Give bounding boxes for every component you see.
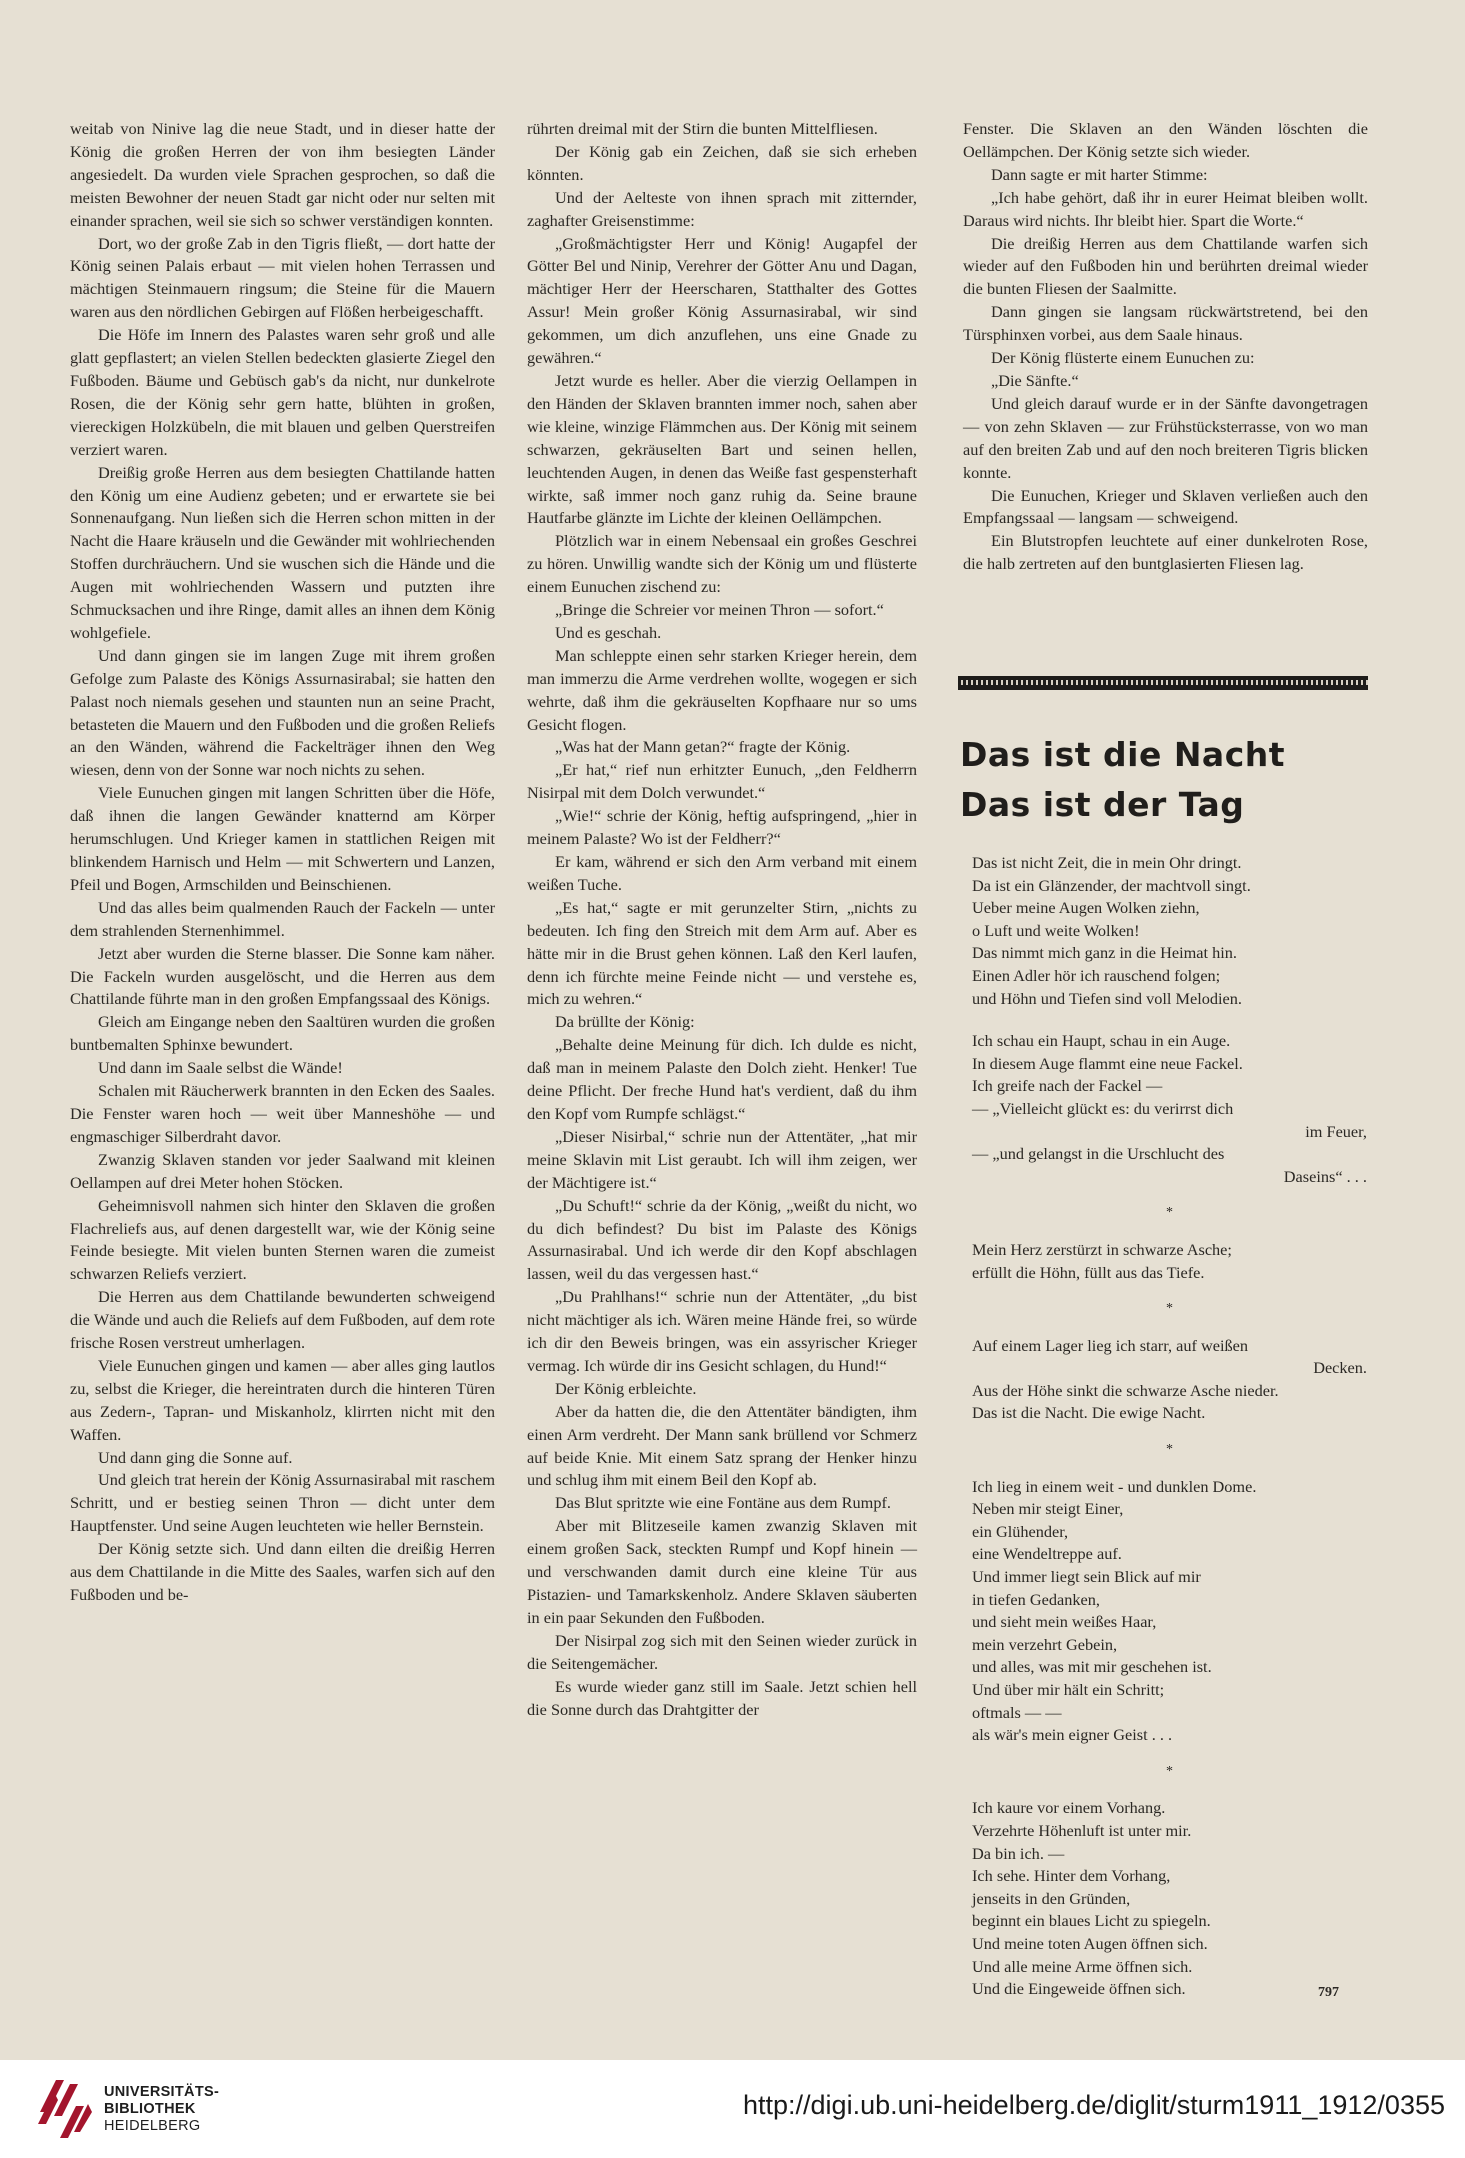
paragraph: Die Eunuchen, Krieger und Sklaven verließen auch den Empfangssaal — langsam — schweigend. xyxy=(963,485,1368,528)
paragraph: Und es geschah. xyxy=(555,622,662,642)
poem-line: Aus der Höhe sinkt die schwarze Asche nieder. xyxy=(972,1380,1279,1400)
source-url[interactable]: http://digi.ub.uni-heidelberg.de/diglit/sturm1911_1912/0355 xyxy=(743,2090,1445,2120)
paragraph: „Was hat der Mann getan?“ fragte der König. xyxy=(555,737,851,757)
section-star: * xyxy=(1166,1763,1173,1779)
poem-line: Ich greife nach der Fackel — xyxy=(972,1076,1163,1096)
paragraph: weitab von Ninive lag die neue Stadt, und in dieser hatte der König die großen Herren der von ihm besiegten Länder angesiedelt. Da wurden viele Sprachen gesprochen, so daß die meisten Bewohner der neuen Stadt gar nicht oder nur selten mit einander sprachen, weil sie sich so schwer verständigen konnten. xyxy=(70,119,495,230)
paragraph: „Die Sänfte.“ xyxy=(991,370,1079,390)
paragraph: Man schleppte einen sehr starken Krieger herein, dem man immerzu die Arme verdrehen wollte, wogegen er sich wehrte, daß ihm die gekräuselten Kopfhaare nur so ums Gesicht flogen. xyxy=(527,645,917,734)
paragraph: Die Herren aus dem Chattilande bewunderten schweigend die Wände und auch die Reliefs auf dem Fußboden, auf dem rote frische Rosen verstreut umherlagen. xyxy=(70,1287,495,1353)
paragraph: Plötzlich war in einem Nebensaal ein großes Geschrei zu hören. Unwillig wandte sich der König um und flüsterte einem Eunuchen zischend zu: xyxy=(527,531,917,597)
section-star: * xyxy=(1166,1442,1173,1458)
poem-line: — „Vielleicht glückt es: du verirrst dich xyxy=(972,1098,1234,1118)
poem-line: als wär's mein eigner Geist . . . xyxy=(972,1725,1173,1745)
text-column-right xyxy=(963,118,1368,653)
poem-line: Auf einem Lager lieg ich starr, auf weißen xyxy=(972,1335,1249,1355)
page-number: 797 xyxy=(1318,1985,1339,2000)
paragraph: Zwanzig Sklaven standen vor jeder Saalwand mit kleinen Oellampen auf drei Meter hohen Stöcken. xyxy=(70,1149,495,1192)
paragraph: Jetzt aber wurden die Sterne blasser. Die Sonne kam näher. Die Fackeln wurden ausgelöscht, und die Herren aus dem Chattilande führte man in den großen Empfangssaal des Königs. xyxy=(70,943,495,1009)
paragraph: Dort, wo der große Zab in den Tigris fließt, — dort hatte der König seinen Palais erbaut — mit vielen hohen Terrassen und mächtigen Steinmauern ringsum; die Steine für die Mauern waren aus den nördlichen Gebirgen auf Flößen herbeigeschafft. xyxy=(70,233,495,322)
paragraph: Viele Eunuchen gingen und kamen — aber alles ging lautlos zu, selbst die Krieger, die hereintraten durch die hinteren Türen aus Zedern-, Tapran- und Miskanholz, klirrten nicht mit den Waffen. xyxy=(70,1355,495,1444)
paragraph: Der König setzte sich. Und dann eilten die dreißig Herren aus dem Chattilande in die Mitte des Saales, warfen sich auf den Fußboden und be- xyxy=(70,1539,495,1604)
paragraph: Er kam, während er sich den Arm verband mit einem weißen Tuche. xyxy=(527,852,917,894)
text-column-middle xyxy=(527,118,917,1978)
paragraph: Der König gab ein Zeichen, daß sie sich erheben könnten. xyxy=(527,141,917,184)
poem-line: Und die Eingeweide öffnen sich. xyxy=(972,1979,1186,1999)
paragraph: „Es hat,“ sagte er mit gerunzelter Stirn, „nichts zu bedeuten. Ich fing den Streich mit dem Arm auf. Aber es hätte mir in die Brust gehen können. Laß den Kerl laufen, denn ich fürchte meine Feinde nicht — und verstehe es, mich zu wehren.“ xyxy=(527,897,917,1009)
paragraph: „Bringe die Schreier vor meinen Thron — sofort.“ xyxy=(555,600,884,620)
poem-line: ein Glühender, xyxy=(972,1521,1069,1541)
paragraph: Der König flüsterte einem Eunuchen zu: xyxy=(991,348,1255,368)
library-line: UNIVERSITÄTS- xyxy=(104,2084,220,2100)
paragraph: Aber mit Blitzeseile kamen zwanzig Sklaven mit einem großen Sack, steckten Rumpf und Kopf hinein — und verschwanden damit durch eine kleine Tür aus Pistazien- und Tamarkskenholz. Andere Sklaven säuberten in ein paar Sekunden den Fußboden. xyxy=(527,1516,917,1627)
stanza xyxy=(972,1335,1367,1425)
paragraph: „Er hat,“ rief nun erhitzter Eunuch, „den Feldherrn Nisirpal mit dem Dolch verwundet.“ xyxy=(527,760,917,803)
poem-line: Ich sehe. Hinter dem Vorhang, xyxy=(972,1866,1171,1886)
poem-line: erfüllt die Höhn, füllt aus das Tiefe. xyxy=(972,1262,1205,1282)
paragraph: Und gleich trat herein der König Assurnasirabal mit raschem Schritt, und er bestieg seinen Thron — dicht unter dem Hauptfenster. Und seine Augen leuchteten wie heller Bernstein. xyxy=(70,1470,495,1536)
paragraph: Und gleich darauf wurde er in der Sänfte davongetragen — von zehn Sklaven — zur Frühstücksterrasse, von wo man auf den breiten Zab und auf den noch breiteren Tigris blicken konnte. xyxy=(963,393,1368,482)
section-star: * xyxy=(1166,1301,1173,1317)
paragraph: „Wie!“ schrie der König, heftig aufspringend, „hier in meinem Palaste? Wo ist der Feldherr?“ xyxy=(527,806,917,849)
paragraph: Geheimnisvoll nahmen sich hinter den Sklaven die großen Flachreliefs aus, auf denen dargestellt war, wie der König seine Feinde besiegte. Mit vielen bunten Sternen waren die zumeist schwarzen Reliefs verziert. xyxy=(70,1195,495,1284)
poem-line: beginnt ein blaues Licht zu spiegeln. xyxy=(972,1911,1211,1931)
poem-line: Decken. xyxy=(1313,1358,1367,1378)
poem-line: und alles, was mit mir geschehen ist. xyxy=(972,1657,1212,1677)
poem-line: Und meine toten Augen öffnen sich. xyxy=(972,1933,1208,1953)
paragraph: Und das alles beim qualmenden Rauch der Fackeln — unter dem strahlenden Sternenhimmel. xyxy=(70,897,495,940)
paragraph: „Ich habe gehört, daß ihr in eurer Heimat bleiben wollt. Daraus wird nichts. Ihr bleibt hier. Spart die Worte.“ xyxy=(963,187,1368,230)
decorative-divider xyxy=(958,676,1368,690)
section-star: * xyxy=(1166,1205,1173,1221)
paragraph: Da brüllte der König: xyxy=(555,1012,695,1032)
poem-line: o Luft und weite Wolken! xyxy=(972,920,1140,940)
poem-line: und Höhn und Tiefen sind voll Melodien. xyxy=(972,988,1242,1008)
stanza xyxy=(972,1030,1367,1188)
poem-line: Da bin ich. — xyxy=(972,1843,1065,1863)
poem-title-line-1: Das ist die Nacht xyxy=(960,735,1286,774)
poem-line: Einen Adler hör ich rauschend folgen; xyxy=(972,965,1221,985)
paragraph: „Großmächtigster Herr und König! Augapfel der Götter Bel und Ninip, Verehrer der Götter Anu und Dagan, mächtiger Herr der Heerscharen, Statthalter des Gottes Assur! Mein großer König Assurnasirabal, wir sind gekommen, um dich anzuflehen, uns eine Gnade zu gewähren.“ xyxy=(527,233,917,368)
poem-line: in tiefen Gedanken, xyxy=(972,1589,1100,1609)
poem-line: Ueber meine Augen Wolken ziehn, xyxy=(972,898,1200,918)
paragraph: Aber da hatten die, die den Attentäter bändigten, ihm einen Arm verdreht. Der Mann sank brüllend vor Schmerz auf beide Knie. Mit einem Satz sprang der Henker hinzu und schlug ihm mit einem Beil den Kopf ab. xyxy=(527,1401,917,1490)
poem-line: Das nimmt mich ganz in die Heimat hin. xyxy=(972,943,1237,963)
paragraph: Die dreißig Herren aus dem Chattilande warfen sich wieder auf den Fußboden hin und berührten dreimal wieder die bunten Fliesen der Saalmitte. xyxy=(963,233,1368,299)
stanza xyxy=(972,1797,1367,2000)
paragraph: Dreißig große Herren aus dem besiegten Chattilande hatten den König um eine Audienz gebeten; und er erwartete sie bei Sonnenaufgang. Nun ließen sich die Herren schon mitten in der Nacht die Haare kräuseln und die Gewänder mit wohlriechenden Stoffen durchräuchern. Und sie wuschen sich die Hände und die Augen mit wohlriechenden Wassern und putzten ihre Schmucksachen und ihre Ringe, damit alles an ihnen dem König wohlgefiele. xyxy=(70,462,495,642)
poem-line: Das ist die Nacht. Die ewige Nacht. xyxy=(972,1403,1206,1423)
library-line: BIBLIOTHEK xyxy=(104,2101,196,2117)
poem-line: Verzehrte Höhenluft ist unter mir. xyxy=(972,1820,1192,1840)
poem-line: im Feuer, xyxy=(1305,1121,1367,1141)
stanza xyxy=(972,1476,1367,1747)
poem-line: — „und gelangst in die Urschlucht des xyxy=(972,1144,1225,1164)
poem-line: eine Wendeltreppe auf. xyxy=(972,1544,1122,1564)
paragraph: Viele Eunuchen gingen mit langen Schritten über die Höfe, daß ihnen die langen Gewänder knatternd am Körper herumschlugen. Und Krieger kamen in stattlichen Reigen mit blinkendem Harnisch und Helm — mit Schwertern und Lanzen, Pfeil und Bogen, Armschilden und Beinschienen. xyxy=(70,783,495,894)
library-name xyxy=(104,2084,219,2135)
paragraph: Jetzt wurde es heller. Aber die vierzig Oellampen in den Händen der Sklaven brannten immer noch, sahen aber wie kleine, winzige Flämmchen aus. Der König mit seinem schwarzen, gekräuselten Bart und seinen hellen, leuchtenden Augen, in denen das Weiße fast gespensterhaft wirkte, saß immer noch ganz ruhig da. Seine braune Hautfarbe glänzte im Lichte der kleinen Oellämpchen. xyxy=(527,370,917,528)
poem-line: Und alle meine Arme öffnen sich. xyxy=(972,1956,1193,1976)
poem-line: Ich kaure vor einem Vorhang. xyxy=(972,1798,1166,1818)
paragraph: Die Höfe im Innern des Palastes waren sehr groß und alle glatt gepflastert; an vielen Stellen bedeckten glasierte Ziegel den Fußboden. Bäume und Gebüsch gab's da nicht, nur dunkelrote Rosen, die der König sehr gern hatte, blühten in großen, viereckigen Holzkübeln, die mit blauen und gelben Querstreifen verziert waren. xyxy=(70,325,495,459)
paragraph: Und dann ging die Sonne auf. xyxy=(98,1447,293,1467)
footer-bar xyxy=(0,2060,1465,2158)
stanza xyxy=(972,852,1367,1010)
poem-line: und sieht mein weißes Haar, xyxy=(972,1612,1157,1632)
paragraph: Ein Blutstropfen leuchtete auf einer dunkelroten Rose, die halb zertreten auf den buntglasierten Fliesen lag. xyxy=(963,531,1368,574)
poem-line: oftmals — — xyxy=(972,1702,1062,1722)
poem-title-line-2: Das ist der Tag xyxy=(960,785,1245,824)
poem-line: Da ist ein Glänzender, der machtvoll singt. xyxy=(972,875,1251,895)
paragraph: Und dann gingen sie im langen Zuge mit ihrem großen Gefolge zum Palaste des Königs Assurnasirabal; sie hatten den Palast noch niemals gesehen und staunten nun an seine Pracht, betasteten die Mauern und den Fußboden und die großen Reliefs an den Wänden, während die Fackelträger ihnen den Weg wiesen, denn von der Sonne war noch nichts zu sehen. xyxy=(70,645,495,780)
paragraph: Dann sagte er mit harter Stimme: xyxy=(991,164,1208,184)
poem-line: Neben mir steigt Einer, xyxy=(972,1499,1124,1519)
poem-line: Ich schau ein Haupt, schau in ein Auge. xyxy=(972,1031,1231,1051)
poem-line: Und immer liegt sein Blick auf mir xyxy=(972,1567,1201,1587)
poem-line: Und über mir hält ein Schritt; xyxy=(972,1680,1165,1699)
paragraph: „Dieser Nisirbal,“ schrie nun der Attentäter, „hat mir meine Sklavin mit List geraubt. Ich will ihm zeigen, wer der Mächtigere ist.“ xyxy=(527,1126,917,1192)
poem-line: Mein Herz zerstürzt in schwarze Asche; xyxy=(972,1239,1232,1259)
poem-line: Daseins“ . . . xyxy=(1283,1166,1367,1186)
text-column-left xyxy=(70,118,495,2008)
paragraph: „Du Prahlhans!“ schrie nun der Attentäter, „du bist nicht mächtiger als ich. Wären meine Hände frei, so würde ich dir den Beweis bringen, was ein assyrischer Krieger vermag. Ich würde dir ins Gesicht schlagen, du Hund!“ xyxy=(527,1287,917,1375)
paragraph: Der Nisirpal zog sich mit den Seinen wieder zurück in die Seitengemächer. xyxy=(527,1630,917,1673)
paragraph: Und der Aelteste von ihnen sprach mit zitternder, zaghafter Greisenstimme: xyxy=(527,187,917,230)
university-logo-icon xyxy=(34,2072,96,2146)
poem-line: Ich lieg in einem weit - und dunklen Dome. xyxy=(972,1476,1257,1496)
library-line: HEIDELBERG xyxy=(104,2118,201,2134)
poem-line: jenseits in den Gründen, xyxy=(972,1888,1131,1908)
paragraph: „Behalte deine Meinung für dich. Ich dulde es nicht, daß man in meinem Palaste den Dolch zieht. Henker! Tue deine Pflicht. Der freche Hund hat's verdient, daß du ihm den Kopf vom Rumpfe schlägst.“ xyxy=(527,1035,917,1123)
paragraph: Dann gingen sie langsam rückwärtstretend, bei den Türsphinxen vorbei, aus dem Saale hinaus. xyxy=(963,302,1368,345)
paragraph: „Du Schuft!“ schrie da der König, „weißt du nicht, wo du dich befindest? Du bist im Palaste des Königs Assurnasirabal. Und ich werde dir den Kopf abschlagen lassen, weil du das vergessen hast.“ xyxy=(527,1195,917,1284)
paragraph: Und dann im Saale selbst die Wände! xyxy=(98,1058,343,1078)
poem-line: Das ist nicht Zeit, die in mein Ohr dringt. xyxy=(972,853,1242,872)
paragraph: Es wurde wieder ganz still im Saale. Jetzt schien hell die Sonne durch das Drahtgitter der xyxy=(527,1676,917,1719)
paragraph: Schalen mit Räucherwerk brannten in den Ecken des Saales. Die Fenster waren hoch — weit über Manneshöhe — und engmaschiger Silberdraht davor. xyxy=(70,1081,495,1146)
paragraph: Der König erbleichte. xyxy=(555,1378,697,1398)
poem-line: In diesem Auge flammt eine neue Fackel. xyxy=(972,1053,1243,1073)
paragraph: Fenster. Die Sklaven an den Wänden löschten die Oellämpchen. Der König setzte sich wieder. xyxy=(963,119,1368,161)
paragraph: Gleich am Eingange neben den Saaltüren wurden die großen buntbemalten Sphinxe bewundert. xyxy=(70,1012,495,1055)
paragraph: rührten dreimal mit der Stirn die bunten Mittelfliesen. xyxy=(527,119,878,138)
poem-line: mein verzehrt Gebein, xyxy=(972,1634,1118,1654)
stanza xyxy=(972,1239,1367,1284)
paragraph: Das Blut spritzte wie eine Fontäne aus dem Rumpf. xyxy=(555,1493,891,1513)
